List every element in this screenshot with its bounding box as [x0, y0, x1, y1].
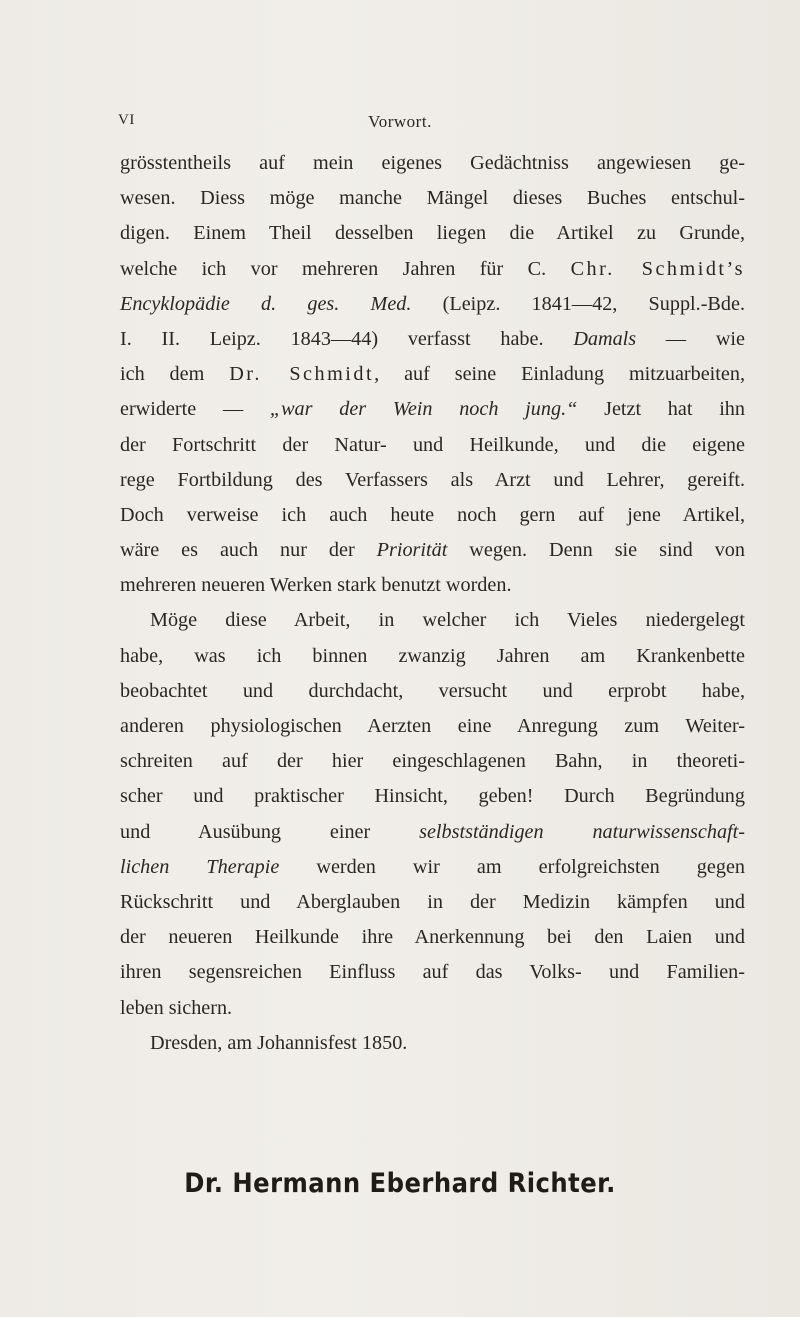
text-line: habe, was ich binnen zwanzig Jahren am Krankenbette — [120, 644, 745, 667]
text-line: welche ich vor mehreren Jahren für C. Chr. Schmidt’s — [120, 257, 745, 280]
page-number: VI — [118, 112, 135, 128]
text-line: wesen. Diess möge manche Mängel dieses Buches entschul- — [120, 187, 745, 210]
text-line: erwiderte — „war der Wein noch jung.“ Jetzt hat ihn — [120, 398, 745, 421]
text-line: scher und praktischer Hinsicht, geben! Durch Begründung — [120, 785, 745, 808]
text-line: ihren segensreichen Einfluss auf das Volks- und Familien- — [120, 961, 745, 984]
text-line: schreiten auf der hier eingeschlagenen Bahn, in theoreti- — [120, 750, 745, 773]
page-header — [0, 112, 800, 136]
text-line: rege Fortbildung des Verfassers als Arzt und Lehrer, gereift. — [120, 468, 745, 491]
text-line: Encyklopädie d. ges. Med. (Leipz. 1841—42, Suppl.-Bde. — [120, 292, 745, 315]
text-line: der neueren Heilkunde ihre Anerkennung bei den Laien und — [120, 926, 745, 949]
text-line: der Fortschritt der Natur- und Heilkunde, und die eigene — [120, 433, 745, 456]
text-line: ich dem Dr. Schmidt, auf seine Einladung mitzuarbeiten, — [120, 363, 745, 386]
text-line: I. II. Leipz. 1843—44) verfasst habe. Damals — wie — [120, 327, 746, 350]
text-line: mehreren neueren Werken stark benutzt worden. — [120, 574, 512, 597]
text-line: beobachtet und durchdacht, versucht und erprobt habe, — [120, 679, 745, 702]
preface-text — [120, 146, 745, 1061]
text-line: Rückschritt und Aberglauben in der Medizin kämpfen und — [120, 890, 745, 913]
text-line: Doch verweise ich auch heute noch gern auf jene Artikel, — [120, 503, 745, 526]
text-line: leben sichern. — [120, 996, 233, 1019]
text-line: digen. Einem Theil desselben liegen die Artikel zu Grunde, — [120, 222, 745, 245]
text-line: Möge diese Arbeit, in welcher ich Vieles niedergelegt — [150, 609, 745, 632]
date-line: Dresden, am Johannisfest 1850. — [150, 1031, 408, 1054]
text-line: anderen physiologischen Aerzten eine Anregung zum Weiter- — [120, 715, 745, 737]
running-head: Vorwort. — [368, 112, 432, 131]
text-line: und Ausübung einer selbstständigen naturwissenschaft- — [120, 820, 745, 843]
author-signature: Dr. Hermann Eberhard Richter. — [184, 1168, 616, 1199]
text-line: lichen Therapie werden wir am erfolgreichsten gegen — [120, 855, 745, 878]
text-line: wäre es auch nur der Priorität wegen. Denn sie sind von — [120, 539, 745, 562]
text-line: grösstentheils auf mein eigenes Gedächtniss angewiesen ge- — [120, 152, 745, 174]
